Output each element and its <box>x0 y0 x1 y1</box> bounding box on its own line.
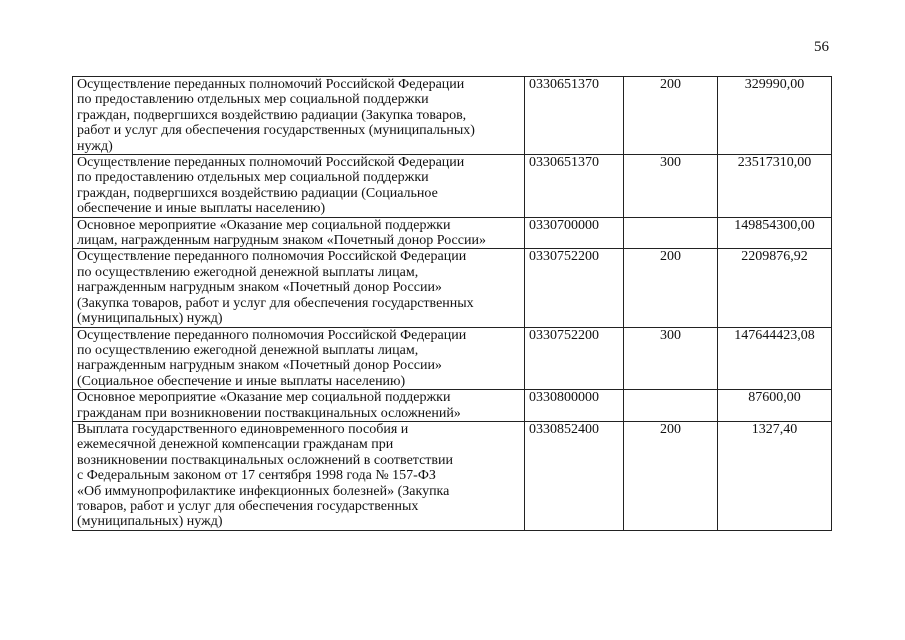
description-line: (муниципальных) нужд) <box>77 311 223 327</box>
description-line: товаров, работ и услуг для обеспечения государственных <box>77 498 419 514</box>
table-row <box>73 421 832 530</box>
expense-type-code <box>624 217 718 249</box>
row-description <box>73 77 525 155</box>
description-line: ежемесячной денежной компенсации гражданам при <box>77 437 394 453</box>
description-line: по осуществлению ежегодной денежной выплаты лицам, <box>77 342 419 358</box>
target-article-code: 0330752200 <box>525 249 624 327</box>
description-line: лицам, награжденным нагрудным знаком «Почетный донор России» <box>77 233 486 249</box>
expense-type-code <box>624 390 718 422</box>
target-article-code: 0330651370 <box>525 155 624 218</box>
table-row <box>73 155 832 218</box>
amount: 1327,40 <box>718 421 832 530</box>
description-line: Осуществление переданного полномочия Российской Федерации <box>77 249 467 265</box>
target-article-code: 0330852400 <box>525 421 624 530</box>
target-article-code: 0330700000 <box>525 217 624 249</box>
amount: 149854300,00 <box>718 217 832 249</box>
row-description <box>73 249 525 327</box>
description-line: с Федеральным законом от 17 сентября 1998 года № 157-ФЗ <box>77 468 436 484</box>
page-number: 56 <box>814 39 829 55</box>
description-line: по предоставлению отдельных мер социальной поддержки <box>77 170 429 186</box>
budget-table <box>72 76 832 531</box>
description-line: граждан, подвергшихся воздействию радиации (Закупка товаров, <box>77 107 467 123</box>
description-line: Осуществление переданного полномочия Российской Федерации <box>77 327 467 343</box>
table-row <box>73 390 832 422</box>
description-line: (муниципальных) нужд) <box>77 514 223 530</box>
description-line: «Об иммунопрофилактике инфекционных болезней» (Закупка <box>77 483 450 499</box>
row-description <box>73 217 525 249</box>
table-row <box>73 217 832 249</box>
description-line: нужд) <box>77 138 113 154</box>
description-line: Осуществление переданных полномочий Российской Федерации <box>77 77 465 92</box>
description-line: гражданам при возникновении поствакцинальных осложнений» <box>77 405 461 421</box>
target-article-code: 0330800000 <box>525 390 624 422</box>
table-row <box>73 77 832 155</box>
description-line: Основное мероприятие «Оказание мер социальной поддержки <box>77 217 451 233</box>
table-row <box>73 327 832 390</box>
description-line: награжденным нагрудным знаком «Почетный донор России» <box>77 358 442 374</box>
amount: 87600,00 <box>718 390 832 422</box>
amount: 23517310,00 <box>718 155 832 218</box>
row-description <box>73 421 525 530</box>
description-line: (Социальное обеспечение и иные выплаты населению) <box>77 373 406 389</box>
row-description <box>73 155 525 218</box>
amount: 147644423,08 <box>718 327 832 390</box>
description-line: обеспечение и иные выплаты населению) <box>77 201 326 217</box>
expense-type-code: 200 <box>624 77 718 155</box>
expense-type-code: 300 <box>624 155 718 218</box>
budget-table-body <box>73 77 832 531</box>
description-line: по предоставлению отдельных мер социальной поддержки <box>77 92 429 108</box>
description-line: возникновении поствакцинальных осложнений в соответствии <box>77 452 454 468</box>
description-line: работ и услуг для обеспечения государственных (муниципальных) <box>77 123 475 139</box>
target-article-code: 0330651370 <box>525 77 624 155</box>
expense-type-code: 200 <box>624 421 718 530</box>
description-line: Выплата государственного единовременного пособия и <box>77 421 409 437</box>
description-line: Осуществление переданных полномочий Российской Федерации <box>77 155 465 171</box>
expense-type-code: 300 <box>624 327 718 390</box>
description-line: (Закупка товаров, работ и услуг для обеспечения государственных <box>77 295 474 311</box>
row-description <box>73 327 525 390</box>
description-line: по осуществлению ежегодной денежной выплаты лицам, <box>77 264 419 280</box>
row-description <box>73 390 525 422</box>
description-line: награжденным нагрудным знаком «Почетный донор России» <box>77 280 442 296</box>
description-line: Основное мероприятие «Оказание мер социальной поддержки <box>77 390 451 406</box>
description-line: граждан, подвергшихся воздействию радиации (Социальное <box>77 185 438 201</box>
table-row <box>73 249 832 327</box>
amount: 329990,00 <box>718 77 832 155</box>
target-article-code: 0330752200 <box>525 327 624 390</box>
expense-type-code: 200 <box>624 249 718 327</box>
amount: 2209876,92 <box>718 249 832 327</box>
